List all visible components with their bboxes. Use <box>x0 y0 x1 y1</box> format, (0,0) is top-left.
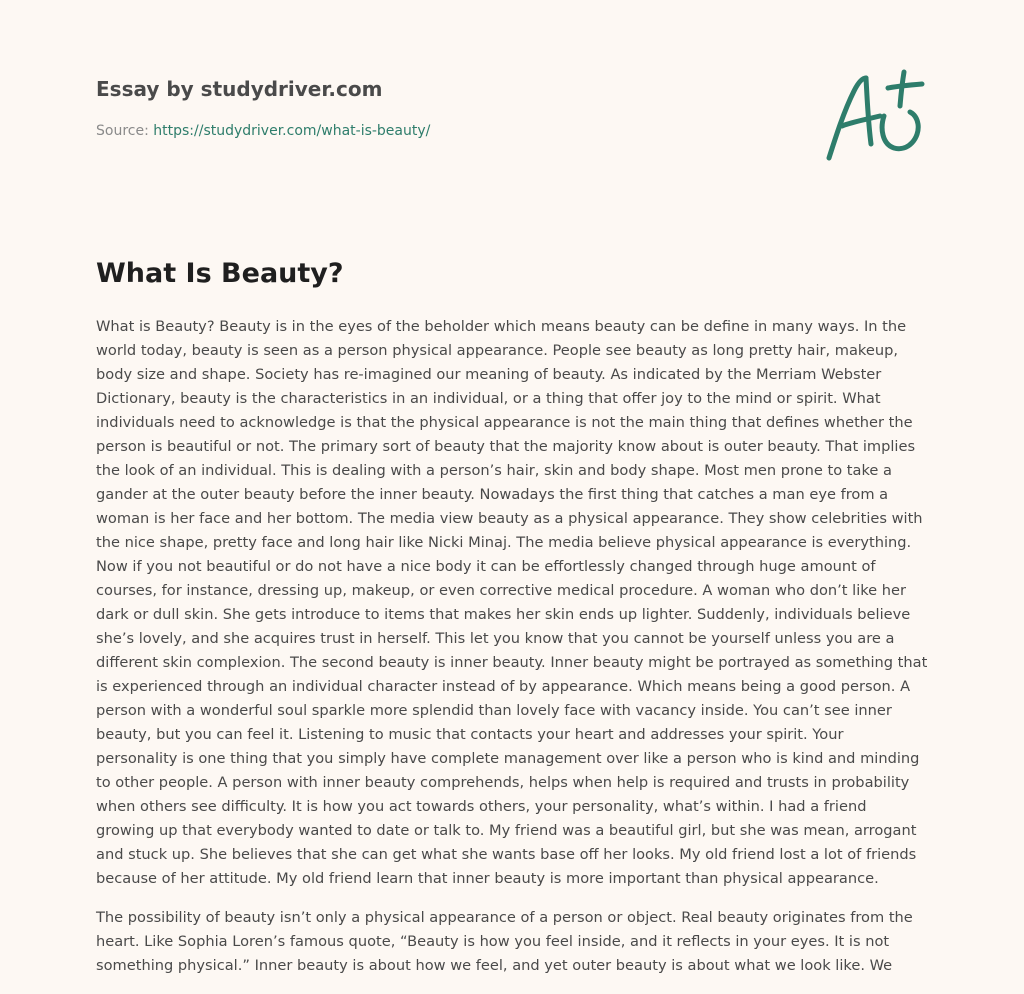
a-plus-logo-icon <box>822 66 930 166</box>
source-line <box>96 121 928 141</box>
essay-paragraph: The possibility of beauty isn’t only a physical appearance of a person or object. Real beauty originates from the heart. Like Sophia Loren’s famous quote, “Beauty is how you feel inside, and it reflects in your eyes. It is not something physical.” Inner beauty is about how we feel, and yet outer beauty is about what we look like. We <box>96 909 913 974</box>
source-link[interactable]: https://studydriver.com/what-is-beauty/ <box>153 123 431 139</box>
page-title: What Is Beauty? <box>96 258 344 289</box>
essay-body <box>96 315 928 993</box>
source-label: Source: <box>96 123 149 139</box>
site-title: Essay by studydriver.com <box>96 77 383 101</box>
essay-header <box>96 74 928 141</box>
essay-paragraph: What is Beauty? Beauty is in the eyes of the beholder which means beauty can be define in many ways. In the world today, beauty is seen as a person physical appearance. People see beauty as long pretty hair, makeup, body size and shape. Society has re-imagined our meaning of beauty. As indicated by the Merriam Webster Dictionary, beauty is the characteristics in an individual, or a thing that offer joy to the mind or spirit. What individuals need to acknowledge is that the physical appearance is not the main thing that defines whether the person is beautiful or not. The primary sort of beauty that the majority know about is outer beauty. That implies the look of an individual. This is dealing with a person’s hair, skin and body shape. Most men prone to take a gander at the outer beauty before the inner beauty. Nowadays the first thing that catches a man eye from a woman is her face and her bottom. The media view beauty as a physical appearance. They show celebrities with the nice shape, pretty face and long hair like Nicki Minaj. The media believe physical appearance is everything. Now if you not beautiful or do not have a nice body it can be effortlessly changed through huge amount of courses, for instance, dressing up, makeup, or even corrective medical procedure. A woman who don’t like her dark or dull skin. She gets introduce to items that makes her skin ends up lighter. Suddenly, individuals believe she’s lovely, and she acquires trust in herself. This let you know that you cannot be yourself unless you are a different skin complexion. The second beauty is inner beauty. Inner beauty might be portrayed as something that is experienced through an individual character instead of by appearance. Which means being a good person. A person with a wonderful soul sparkle more splendid than lovely face with vacancy inside. You can’t see inner beauty, but you can feel it. Listening to music that contacts your heart and addresses your spirit. Your personality is one thing that you simply have complete management over like a person who is kind and minding to other people. A person with inner beauty comprehends, helps when help is required and trusts in probability when others see difficulty. It is how you act towards others, your personality, what’s within. I had a friend growing up that everybody wanted to date or talk to. My friend was a beautiful girl, but she was mean, arrogant and stuck up. She believes that she can get what she wants base off her looks. My old friend lost a lot of friends because of her attitude. My old friend learn that inner beauty is more important than physical appearance. <box>96 318 928 887</box>
a-plus-logo-svg <box>822 66 930 166</box>
